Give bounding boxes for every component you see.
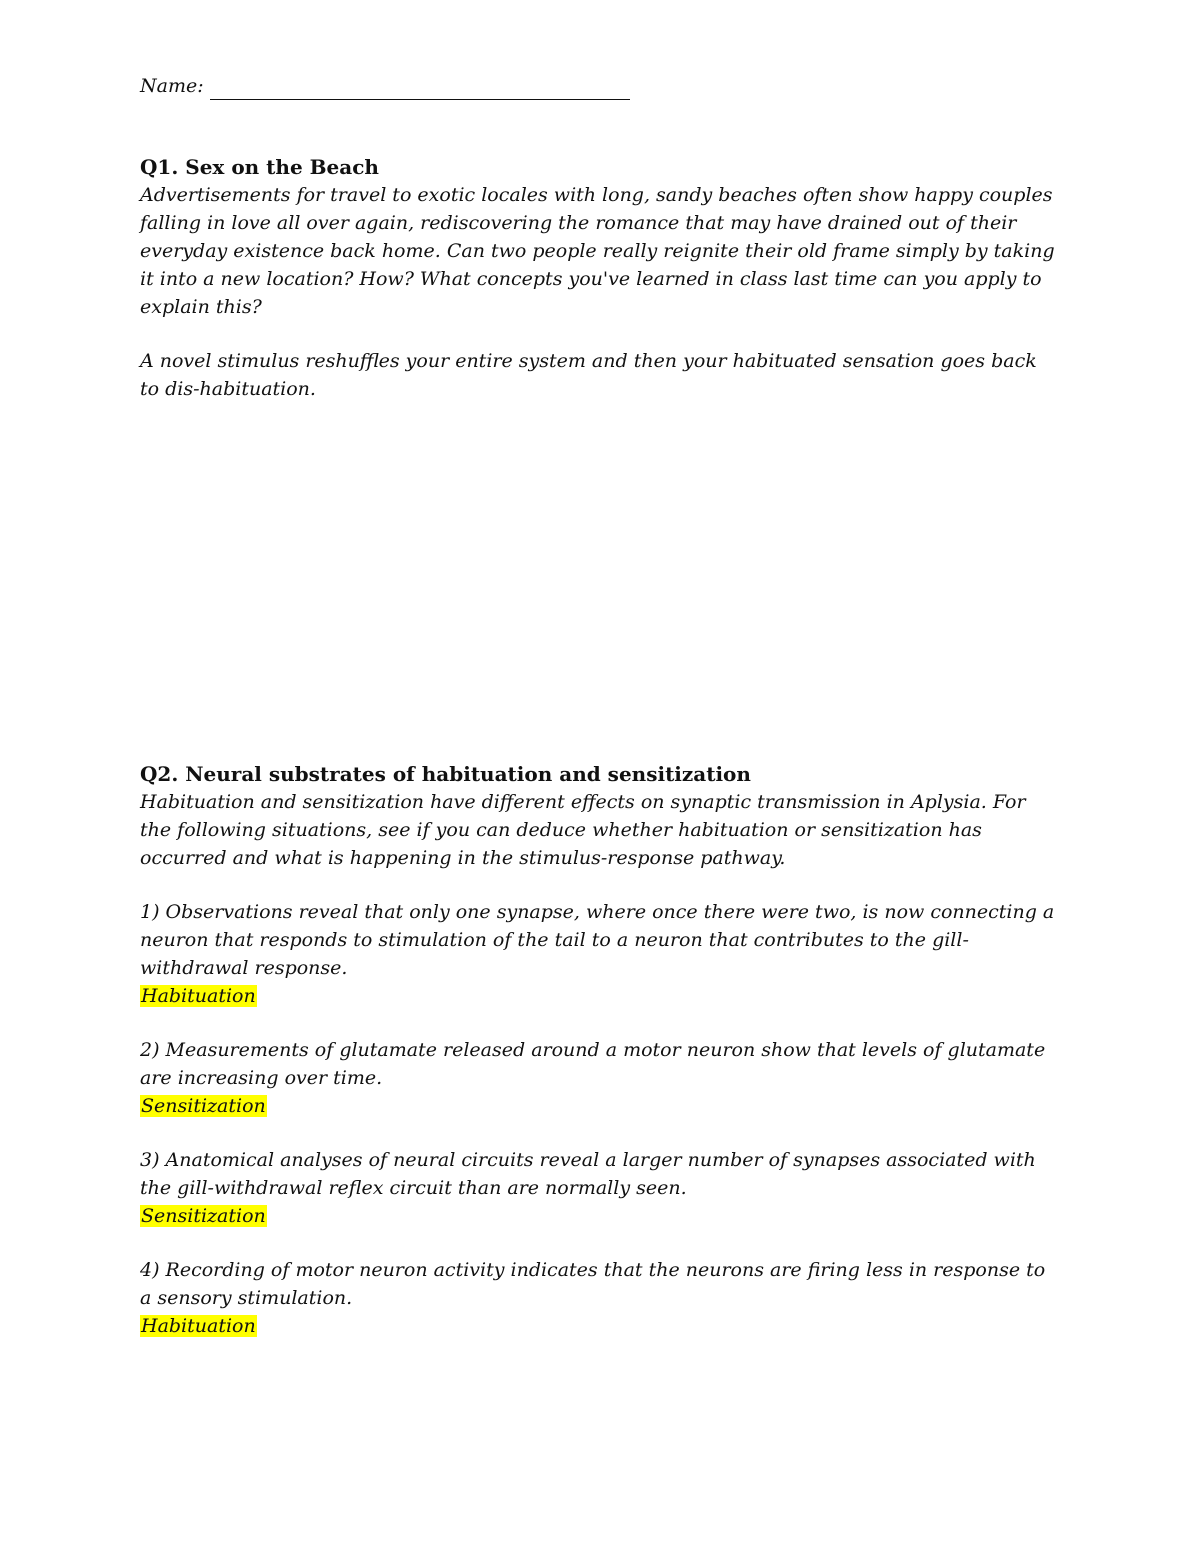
q2-item-answer: Sensitization — [141, 1205, 266, 1227]
q2-item-4 — [140, 1256, 1060, 1340]
q2-item-1 — [140, 898, 1060, 1010]
q2-item-3 — [140, 1146, 1060, 1230]
q2-item-text: 3) Anatomical analyses of neural circuits reveal a larger number of synapses associated with the gill-withdrawal reflex circuit than are normally seen. — [140, 1149, 1036, 1199]
q2-prompt: Habituation and sensitization have different effects on synaptic transmission in Aplysia. For the following situations, see if you can deduce whether habituation or sensitization has occurred and what is happening in the stimulus-response pathway. — [140, 791, 1026, 869]
q2-item-answer: Habituation — [141, 985, 256, 1007]
q1-answer-block — [140, 347, 1060, 403]
question-2 — [140, 760, 1060, 872]
question-1 — [140, 153, 1060, 321]
q2-item-text: 1) Observations reveal that only one synapse, where once there were two, is now connecting a neuron that responds to stimulation of the tail to a neuron that contributes to the gill-withdrawal response. — [140, 901, 1055, 979]
q2-title: Q2. Neural substrates of habituation and sensitization — [140, 762, 751, 786]
q1-answer: A novel stimulus reshuffles your entire system and then your habituated sensation goes back to dis-habituation. — [140, 350, 1037, 400]
q1-prompt: Advertisements for travel to exotic locales with long, sandy beaches often show happy couples falling in love all over again, rediscovering the romance that may have drained out of their everyday existence back home. Can two people really reignite their old frame simply by taking it into a new location? How? What concepts you've learned in class last time can you apply to explain this? — [140, 184, 1055, 318]
q1-title: Q1. Sex on the Beach — [140, 155, 379, 179]
q2-item-text: 2) Measurements of glutamate released around a motor neuron show that levels of glutamate are increasing over time. — [140, 1039, 1046, 1089]
name-field — [140, 72, 1060, 100]
q2-item-answer: Sensitization — [141, 1095, 266, 1117]
q2-item-text: 4) Recording of motor neuron activity indicates that the neurons are firing less in response to a sensory stimulation. — [140, 1259, 1046, 1309]
name-blank-line — [210, 79, 630, 100]
q2-item-2 — [140, 1036, 1060, 1120]
name-label: Name: — [140, 75, 204, 97]
q2-item-answer: Habituation — [141, 1315, 256, 1337]
